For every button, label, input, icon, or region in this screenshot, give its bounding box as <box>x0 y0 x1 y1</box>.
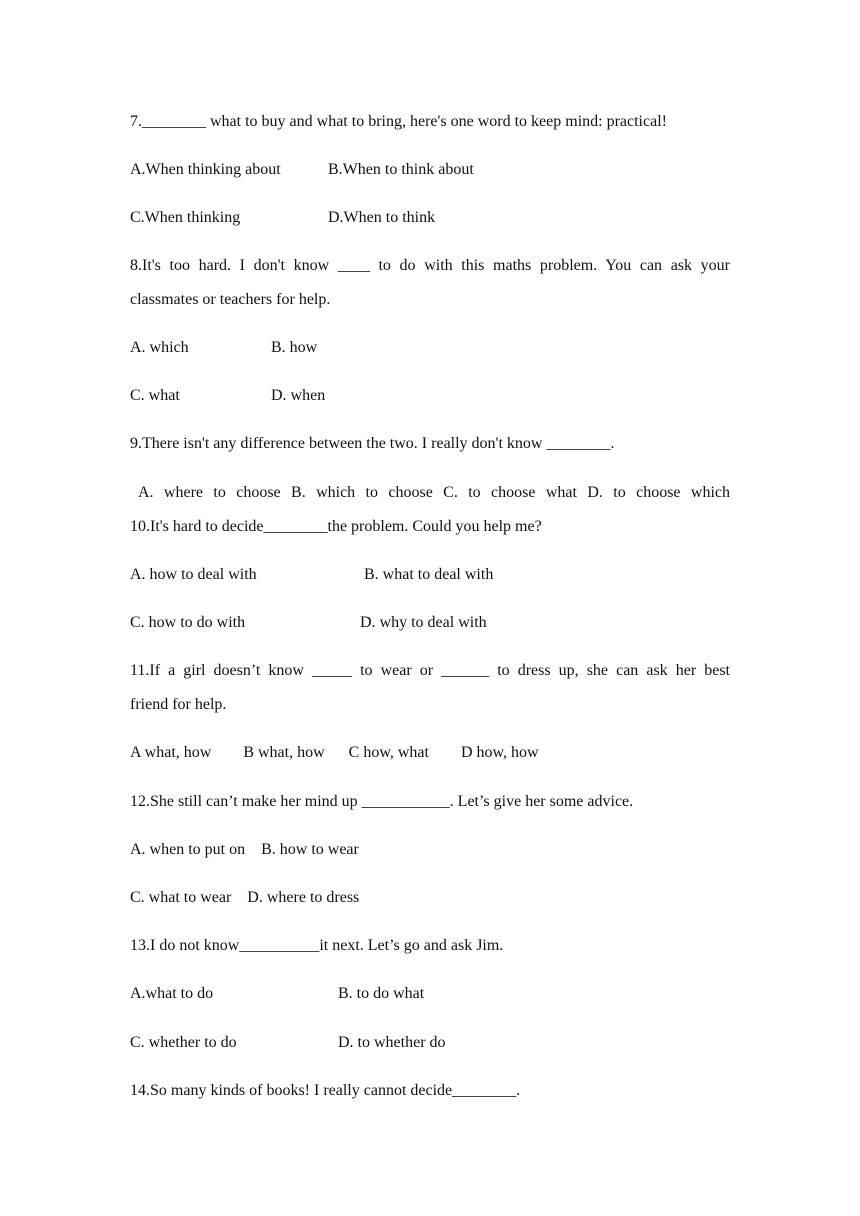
question-12-options-ab: A. when to put on B. how to wear <box>130 841 359 858</box>
question-14-stem: 14.So many kinds of books! I really cannot decide________. <box>130 1082 521 1099</box>
question-8-option-a: A. which <box>130 339 189 356</box>
question-10-option-b: B. what to deal with <box>364 566 494 583</box>
question-8-option-d: D. when <box>271 387 326 404</box>
question-9-stem: 9.There isn't any difference between the two. I really don't know ________. <box>130 435 615 452</box>
question-8-option-c: C. what <box>130 387 180 404</box>
question-7-option-d: D.When to think <box>328 209 436 226</box>
question-7-option-b: B.When to think about <box>328 161 474 178</box>
question-10-option-d: D. why to deal with <box>360 614 487 631</box>
question-10-stem: 10.It's hard to decide________the problem. Could you help me? <box>130 518 542 535</box>
question-8-stem-line-1: 8.It's too hard. I don't know ____ to do with this maths problem. You can ask your <box>130 257 730 274</box>
question-9-options: A. where to choose B. which to choose C. to choose what D. to choose which <box>138 484 730 501</box>
question-13-option-d: D. to whether do <box>338 1034 446 1051</box>
question-7-option-a: A.When thinking about <box>130 161 281 178</box>
question-11-options: A what, how B what, how C how, what D how, how <box>130 744 539 761</box>
question-12-options-cd: C. what to wear D. where to dress <box>130 889 360 906</box>
question-10-option-a: A. how to deal with <box>130 566 257 583</box>
question-12-stem: 12.She still can’t make her mind up ___________. Let’s give her some advice. <box>130 793 634 810</box>
question-10-option-c: C. how to do with <box>130 614 246 631</box>
question-8-stem-line-2: classmates or teachers for help. <box>130 291 331 308</box>
question-11-stem-line-2: friend for help. <box>130 696 227 713</box>
question-8-option-b: B. how <box>271 339 318 356</box>
question-11-stem-line-1: 11.If a girl doesn’t know _____ to wear or ______ to dress up, she can ask her best <box>130 662 730 679</box>
question-7-option-c: C.When thinking <box>130 209 241 226</box>
question-13-option-b: B. to do what <box>338 985 425 1002</box>
question-13-option-a: A.what to do <box>130 985 214 1002</box>
question-7-stem: 7.________ what to buy and what to bring, here's one word to keep mind: practical! <box>130 113 667 130</box>
question-13-option-c: C. whether to do <box>130 1034 237 1051</box>
question-13-stem: 13.I do not know__________it next. Let’s go and ask Jim. <box>130 937 504 954</box>
